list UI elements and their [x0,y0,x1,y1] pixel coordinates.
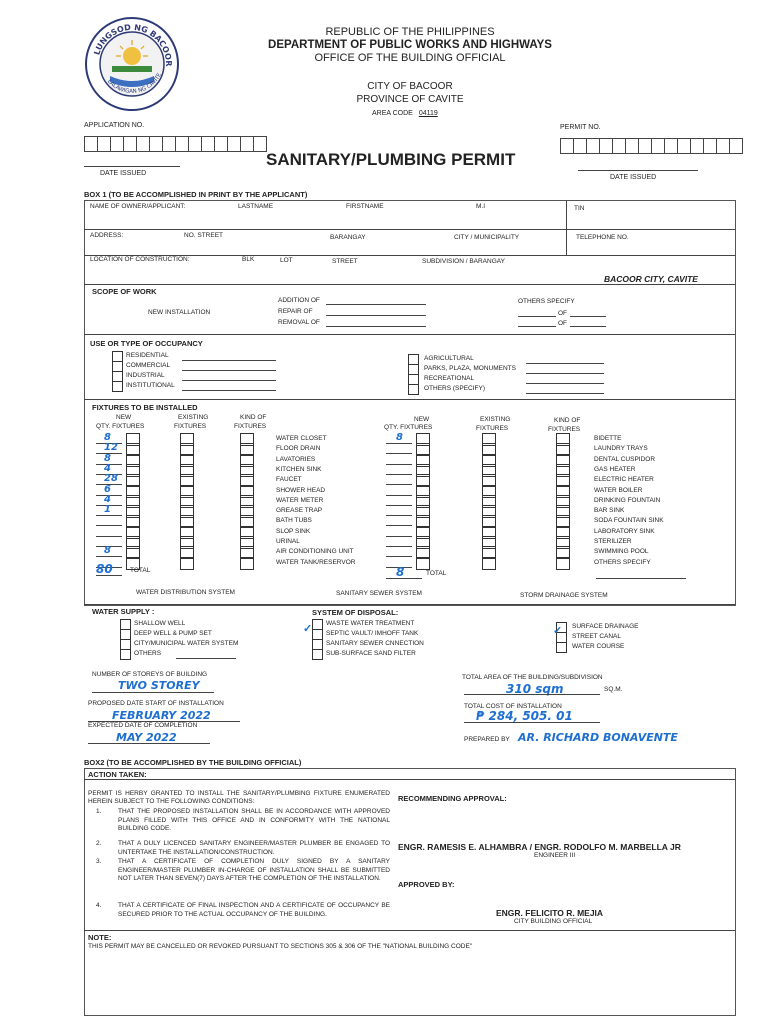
fixture-label: SWIMMING POOL [594,548,649,556]
condition-text: THAT A CERTIFICATE OF COMPLETION DULY SIGNED BY A SANITARY ENGINEER/MASTER PLUMBER IN-CHARGE OF INSTALLATION SHALL BE SUBMITTED NOT LATER THAN SEVEN(7) DAYS AFTER THE COMPLETION OF THE INSTALLATION. [118,858,390,883]
mi-label: M.I [476,203,486,210]
water-supply-title: WATER SUPPLY : [92,607,155,616]
occupancy-line [526,393,604,394]
right-total-label: TOTAL [426,570,447,577]
disposal-title: SYSTEM OF DISPOSAL: [312,608,399,617]
disposal-checkbox[interactable] [556,642,567,653]
note-label: NOTE: [88,933,112,942]
septic-check-icon: ✓ [303,623,313,635]
col-kind-left: KIND OF [240,414,267,421]
prepared-value: AR. RICHARD BONAVENTE [518,731,678,744]
fixture-label: GREASE TRAP [276,507,323,515]
start-date-value: FEBRUARY 2022 [112,709,211,722]
fixture-qty-value: 8 [104,452,111,464]
occupancy-line [182,380,276,381]
others-specify-label: OTHERS SPECIFY [518,298,575,305]
fixture-qty-value: 8 [104,432,111,443]
scope-title: SCOPE OF WORK [92,287,157,296]
fixture-label: WATER TANK/RESERVOR [276,558,356,566]
approved-by-label: APPROVED BY: [398,880,455,889]
fixture-label: FLOOR DRAIN [276,445,321,453]
water-supply-checkbox[interactable] [120,649,131,660]
page-title: SANITARY/PLUMBING PERMIT [266,150,516,169]
occupancy-label: AGRICULTURAL [424,355,474,362]
cost-value: ₱ 284, 505. 01 [476,709,573,723]
official-name: ENGR. FELICITO R. MEJIA [496,908,604,918]
disposal-label: STREET CANAL [572,633,622,640]
condition-text: THAT THE PROPOSED INSTALLATION SHALL BE IN ACCORDANCE WITH APPROVED PLANS FILLED WITH THIS OFFICE AND IN CONFORMITY WITH THE NATIONAL BUILDING CODE. [118,808,390,833]
fixture-qty-line [386,525,412,526]
condition-number: 1. [96,808,102,815]
permit-text: PERMIT IS HERBY GRANTED TO INSTALL THE SANITARY/PLUMBING FIXTURE ENUMERATED HEREIN SUBJECT TO THE FOLLOWING CONDITIONS: [88,790,390,805]
fixture-qty-line [386,515,412,516]
occupancy-checkbox[interactable] [112,381,123,392]
fixture-label: BATH TUBS [276,517,312,525]
area-label: TOTAL AREA OF THE BUILDING/SUBDIVISION [462,674,603,681]
fixture-qty-line [386,495,412,496]
prepared-label: PREPARED BY [464,736,510,743]
fixture-label: FAUCET [276,476,302,484]
fixture-label: DRINKING FOUNTAIN [594,496,661,504]
new-installation-label: NEW INSTALLATION [148,309,211,316]
col-fixtures-right: FIXTURES [476,425,509,432]
of-label-1: OF [558,310,568,317]
no-street-label: NO. STREET [184,232,224,239]
condition-text: THAT A CERTIFICATE OF FINAL INSPECTION AND A CERTIFICATE OF OCCUPANCY BE SECURED PRIOR TO THE ACTUAL OCCUPANCY OF THE BUILDING. [118,902,390,918]
header-province: PROVINCE OF CAVITE [356,94,464,105]
fixture-label: WATER BOILER [594,486,643,494]
condition-text: THAT A DULY LICENCED SANITARY ENGINEER/MASTER PLUMBER BE ENGAGED TO UNTERTAKE THE INSTALLATION/CONSTRUCTION. [118,840,390,856]
recommending-label: RECOMMENDING APPROVAL: [398,794,507,803]
occupancy-line [182,390,276,391]
fixture-existing-box[interactable] [482,557,496,570]
fixture-label: AIR CONDITIONING UNIT [276,548,354,556]
col-qty-right: QTY. FIXTURES [384,424,433,431]
permit-no-label: PERMIT NO. [560,124,601,131]
area-code-value: 04119 [418,110,438,117]
storeys-label: NUMBER OF STOREYS OF BUILDING [92,671,208,678]
fixture-qty-value: 12 [104,442,118,454]
col-new-left: NEW [116,414,132,421]
occupancy-checkbox[interactable] [408,384,419,395]
fixture-qty-line [386,546,412,547]
seal-icon [84,16,180,112]
owner-name-label: NAME OF OWNER/APPLICANT: [90,203,186,210]
fixture-label: OTHERS SPECIFY [594,558,651,566]
area-unit: SQ.M. [604,686,623,693]
street-label: STREET [332,258,358,265]
occupancy-line [182,360,276,361]
permit-no-cells[interactable] [560,138,742,154]
occupancy-line [526,363,604,364]
disposal-label: SURFACE DRAINAGE [572,623,639,630]
address-label: ADDRESS: [90,232,124,239]
fixture-qty-line [96,515,122,516]
occupancy-line [182,370,276,371]
fixture-qty-line [386,556,412,557]
col-qty-left: QTY. FIXTURES [96,423,145,430]
water-supply-label: DEEP WELL & PUMP SET [134,630,212,637]
fixture-qty-value: 8 [104,545,111,557]
storm-drainage-label: STORM DRAINAGE SYSTEM [520,592,608,599]
col-existing-left: EXISTING [178,414,209,421]
engineer-title: ENGINEER III [534,852,576,859]
action-taken-label: ACTION TAKEN: [88,770,147,779]
lastname-label: LASTNAME [238,203,274,210]
completion-label: EXPECTED DATE OF COMPLETION [88,722,198,729]
occupancy-label: INSTITUTIONAL [126,382,175,389]
occupancy-label: PARKS, PLAZA, MONUMENTS [424,365,516,372]
water-supply-label: SHALLOW WELL [134,620,186,627]
fixture-label: KITCHEN SINK [276,465,322,473]
application-no-label: APPLICATION NO. [84,122,145,129]
disposal-label: SEPTIC VAULT/ IMHOFF TANK [326,630,419,637]
fixture-qty-value: 6 [104,483,111,495]
subdivision-label: SUBDIVISION / BARANGAY [422,258,505,265]
seal-top-text: LUNGSOD NG BACOOR [92,22,174,67]
fixture-label: WATER METER [276,496,324,504]
condition-number: 3. [96,858,102,865]
col-kind-fixtures-left: FIXTURES [234,423,267,430]
fixture-label: LAVATORIES [276,455,316,463]
disposal-label: WASTE WATER TREATMENT [326,620,415,627]
fixture-qty-line [96,556,122,557]
left-total-value: 80 [96,562,113,576]
fixture-qty-value: 8 [396,432,403,443]
fixture-label: BAR SINK [594,507,625,515]
note-text: THIS PERMIT MAY BE CANCELLED OR REVOKED PURSUANT TO SECTIONS 305 & 306 OF THE "NATIONAL BUILDING CODE" [88,943,473,950]
fixture-label: URINAL [276,538,300,545]
water-supply-label: OTHERS [134,650,162,657]
fixture-label: SODA FOUNTAIN SINK [594,517,664,525]
firstname-label: FIRSTNAME [346,203,384,210]
area-code [372,110,438,117]
disposal-checkbox[interactable] [312,649,323,660]
occupancy-label: RECREATIONAL [424,375,475,382]
water-supply-label: CITY/MUNICIPAL WATER SYSTEM [134,640,239,647]
fixture-qty-value: 1 [104,504,111,516]
fixture-qty-value: 28 [104,473,118,485]
fixture-label: ELECTRIC HEATER [594,476,654,484]
blk-label: BLK [242,256,255,263]
street-canal-check-icon: ✓ [553,625,563,637]
fixture-qty-line [386,443,412,444]
occupancy-title: USE OR TYPE OF OCCUPANCY [90,339,203,348]
right-total-value: 8 [396,565,405,579]
fixture-qty-line [96,536,122,537]
fixture-label: STERILIZER [594,538,632,545]
storeys-value: TWO STOREY [118,679,200,692]
fixture-existing-box[interactable] [180,557,194,570]
occupancy-line [526,383,604,384]
removal-label: REMOVAL OF [278,319,320,326]
fixture-new-box[interactable] [416,557,430,570]
disposal-label: SUB-SURFACE SAND FILTER [326,650,416,657]
application-no-cells[interactable] [84,136,266,152]
col-new-right: NEW [414,416,430,423]
fixture-qty-line [386,484,412,485]
area-code-label: AREA CODE [372,110,413,117]
fixture-label: GAS HEATER [594,465,636,473]
box1-title: BOX 1 (TO BE ACCOMPLISHED IN PRINT BY THE APPLICANT) [84,190,308,199]
telephone-label: TELEPHONE NO. [576,234,629,241]
location-city-value: BACOOR CITY, CAVITE [604,274,698,284]
fixtures-title: FIXTURES TO BE INSTALLED [92,403,198,412]
date-issued-label-right: DATE ISSUED [610,174,657,181]
occupancy-label: RESIDENTIAL [126,352,169,359]
sanitary-sewer-label: SANITARY SEWER SYSTEM [336,590,422,597]
official-title: CITY BUILDING OFFICIAL [514,918,593,925]
fixture-kind-box[interactable] [556,557,570,570]
fixture-qty-value: 4 [104,493,111,505]
water-distribution-label: WATER DISTRIBUTION SYSTEM [136,589,235,596]
area-value: 310 sqm [506,682,564,696]
addition-label: ADDITION OF [278,297,320,304]
fixture-qty-value: 4 [104,462,111,474]
engineer-names: ENGR. RAMESIS E. ALHAMBRA / ENGR. RODOLFO M. MARBELLA JR [398,842,681,852]
header-republic: REPUBLIC OF THE PHILIPPINES [325,26,495,38]
fixture-qty-line [386,505,412,506]
date-issued-label-left: DATE ISSUED [100,170,147,177]
of-label-2: OF [558,320,568,327]
fixture-qty-line [386,453,412,454]
col-kind-right: KIND OF [554,417,581,424]
fixture-label: SHOWER HEAD [276,486,326,494]
fixture-qty-line [96,525,122,526]
fixture-label: LAUNDRY TRAYS [594,445,648,453]
disposal-label: SANITARY SEWER CNNECTION [326,640,424,647]
fixture-qty-line [386,464,412,465]
disposal-label: WATER COURSE [572,643,625,650]
condition-number: 4. [96,902,102,909]
fixture-kind-box[interactable] [240,557,254,570]
fixture-label: DENTAL CUSPIDOR [594,455,656,463]
occupancy-label: COMMERCIAL [126,362,171,369]
header-city: CITY OF BACOOR [367,81,453,92]
col-kind-fixtures-right: FIXTURES [548,426,581,433]
fixture-label: BIDETTE [594,435,622,442]
header-department: DEPARTMENT OF PUBLIC WORKS AND HIGHWAYS [268,39,552,51]
occupancy-line [526,373,604,374]
fixture-label: WATER CLOSET [276,435,327,442]
barangay-label: BARANGAY [330,234,366,241]
occupancy-label: OTHERS (SPECIFY) [424,385,486,392]
fixture-label: LABORATORY SINK [594,527,655,535]
repair-label: REPAIR OF [278,308,313,315]
city-seal [84,16,180,112]
lot-label: LOT [280,257,293,264]
cost-label: TOTAL COST OF INSTALLATION [464,703,562,710]
col-existing-right: EXISTING [480,416,511,423]
col-fixtures-left: FIXTURES [174,423,207,430]
city-municipality-label: CITY / MUNICIPALITY [454,234,520,241]
fixture-label: SLOP SINK [276,527,311,535]
completion-value: MAY 2022 [116,731,177,744]
fixture-qty-line [386,536,412,537]
left-total-label: TOTAL [130,567,151,574]
seal-bottom-text: LALAWIGAN NG CAVITE [105,72,163,95]
header-office: OFFICE OF THE BUILDING OFFICIAL [314,52,506,64]
condition-number: 2. [96,840,102,847]
occupancy-label: INDUSTRIAL [126,372,165,379]
location-label: LOCATION OF CONSTRUCTION: [90,256,190,263]
fixture-qty-line [386,474,412,475]
start-date-label: PROPOSED DATE START OF INSTALLATION [88,700,224,707]
tin-label: TIN [574,205,585,212]
box2-title: BOX2 (TO BE ACCOMPLISHED BY THE BUILDING OFFICIAL) [84,758,302,767]
